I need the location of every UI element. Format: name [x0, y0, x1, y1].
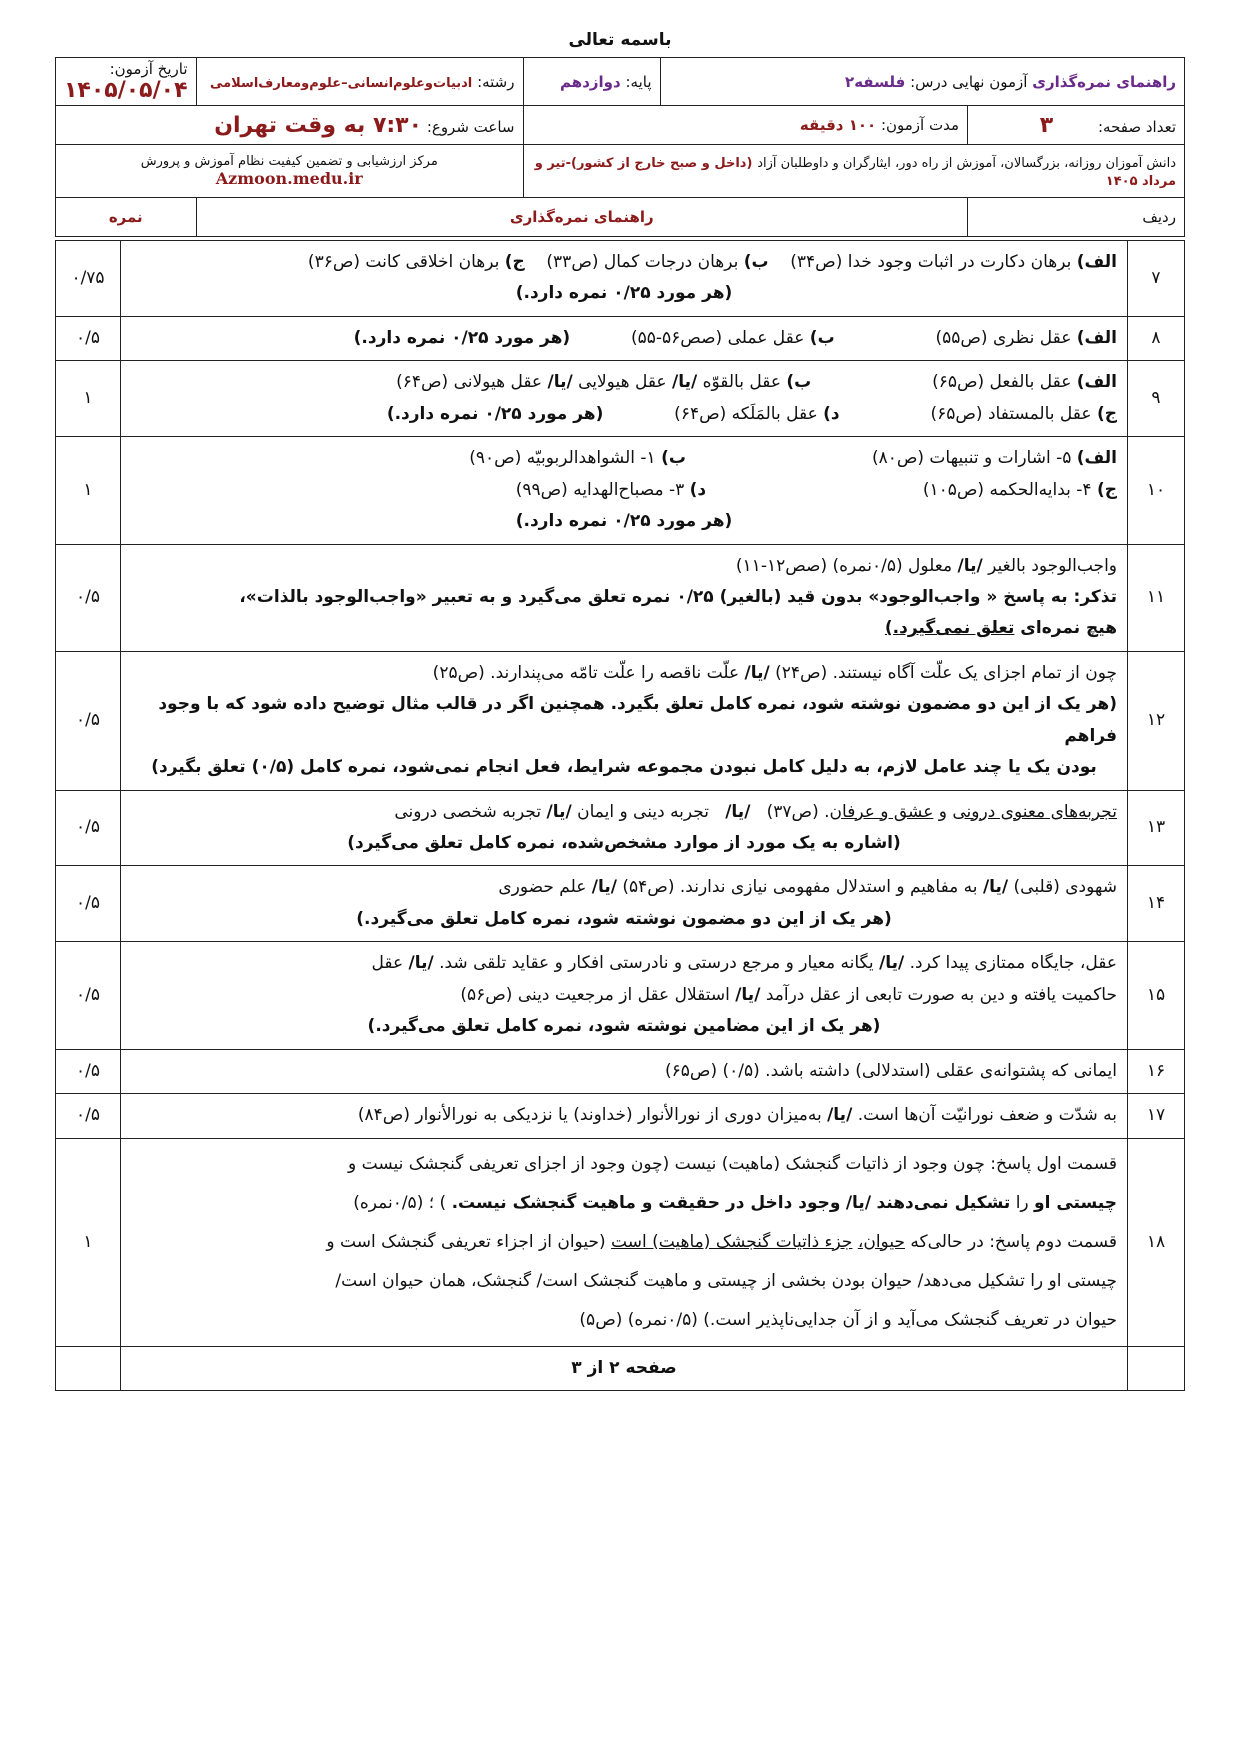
- row-number: ۸: [1128, 316, 1185, 360]
- field-label: رشته:: [477, 72, 515, 91]
- duration-label: مدت آزمون:: [880, 116, 959, 134]
- row-score: ۰/۷۵: [56, 241, 121, 317]
- answer-cell: [121, 544, 1128, 651]
- or-separator: /یا/: [879, 953, 905, 974]
- table-row: [56, 790, 1185, 866]
- row-score: ۰/۵: [56, 866, 121, 942]
- answer-text: تشکیل نمی‌دهند: [876, 1192, 1011, 1213]
- option-label: د): [689, 479, 707, 500]
- answer-text: عقل هیولانی (ص۶۴): [396, 372, 543, 393]
- answer-text: عقل بالمَلَکه (ص۶۴): [674, 403, 818, 424]
- row-score: ۰/۵: [56, 651, 121, 790]
- row-number: ۱۲: [1128, 651, 1185, 790]
- answer-text: تجربه شخصی درونی: [394, 801, 542, 822]
- row-score: ۰/۵: [56, 942, 121, 1049]
- answer-text: استقلال عقل از مرجعیت دینی (ص۵۶): [460, 984, 730, 1005]
- answer-text: علّت ناقصه را علّت تامّه می‌پندارند. (ص۲۵): [432, 662, 740, 683]
- footer-empty-cell: [1128, 1346, 1185, 1390]
- start-label: ساعت شروع:: [426, 117, 515, 136]
- table-row: [56, 316, 1185, 360]
- or-separator: /یا/: [845, 1192, 872, 1213]
- answer-text: ۴- بدایه‌الحکمه (ص۱۰۵): [922, 479, 1092, 500]
- pages-label: تعداد صفحه:: [1097, 117, 1176, 136]
- option-label: الف): [1076, 372, 1117, 393]
- answer-text: برهان اخلاقی کانت (ص۳۶): [307, 252, 500, 272]
- answer-text: قسمت اول پاسخ: چون وجود از ذاتیات گنجشک (ماهیت) نیست (چون وجود از اجزای تعریفی گنجشک نیست و: [348, 1153, 1117, 1174]
- answer-cell: [121, 942, 1128, 1049]
- note-text: بودن یک یا چند عامل لازم، به دلیل کامل نبودن مجموعه شرایط، فعل انجام نمی‌شود، نمره کامل (۰/۵) تعلق بگیرد): [151, 757, 1097, 778]
- row-number: ۱۵: [1128, 942, 1185, 1049]
- or-separator: /یا/: [725, 801, 751, 822]
- grade-value: دوازدهم: [560, 72, 621, 91]
- page-number: صفحه ۲ از ۳: [121, 1346, 1128, 1390]
- answer-cell: [121, 1049, 1128, 1093]
- answer-text: معلول (۰/۵نمره) (صص۱۲-۱۱): [735, 555, 953, 576]
- note-text: تعلق نمی‌گیرد.): [884, 618, 1015, 639]
- answer-text: عقل بالمستفاد (ص۶۵): [930, 403, 1092, 424]
- or-separator: /یا/: [591, 877, 617, 898]
- answer-text: ) ؛ (۰/۵نمره): [353, 1192, 447, 1213]
- answer-text: تجربه‌های معنوی درونی: [952, 801, 1117, 822]
- answer-cell: [121, 866, 1128, 942]
- answer-text: واجب‌الوجود بالغیر: [988, 555, 1117, 576]
- answer-text: عقل عملی (صص۵۶-۵۵): [630, 327, 805, 348]
- table-row: [56, 544, 1185, 651]
- table-footer-row: [56, 1346, 1185, 1390]
- option-label: ب): [743, 252, 769, 272]
- row-score: ۰/۵: [56, 790, 121, 866]
- row-score: ۱: [56, 361, 121, 437]
- row-number: ۱۷: [1128, 1094, 1185, 1138]
- note-text: (اشاره به یک مورد از موارد مشخص‌شده، نمره کامل تعلق می‌گیرد): [347, 833, 901, 853]
- answer-text: حیوان در تعریف گنجشک می‌آید و از آن جدایی‌ناپذیر است.) (۰/۵نمره) (ص۵): [579, 1309, 1117, 1330]
- col-header-row: ردیف: [968, 198, 1185, 237]
- answer-text: حیوان،: [857, 1231, 905, 1252]
- answer-text: وجود داخل در حقیقت و ماهیت گنجشک نیست.: [451, 1192, 841, 1213]
- website-link[interactable]: Azmoon.medu.ir: [215, 169, 363, 188]
- col-header-score: نمره: [56, 198, 197, 237]
- row-score: ۱: [56, 1138, 121, 1346]
- answer-text: و: [938, 801, 947, 822]
- score-note: (هر مورد ۰/۲۵ نمره دارد.): [515, 511, 733, 532]
- field-value: ادبیات‌وعلوم‌انسانی–علوم‌ومعارف‌اسلامی: [209, 75, 473, 91]
- row-score: ۰/۵: [56, 544, 121, 651]
- answer-table: [55, 240, 1185, 1391]
- option-label: الف): [1076, 327, 1117, 348]
- header-center-cell: [56, 145, 524, 198]
- header-date-cell: [56, 58, 197, 106]
- center-text: مرکز ارزشیابی و تضمین کیفیت نظام آموزش و پرورش: [140, 154, 438, 169]
- header-start-cell: [56, 106, 524, 145]
- answer-cell: [121, 651, 1128, 790]
- note-text: هیچ نمره‌ای: [1020, 618, 1117, 639]
- header-grade-cell: [523, 58, 660, 106]
- answer-text: برهان دکارت در اثبات وجود خدا (ص۳۴): [790, 252, 1072, 272]
- answer-text: چیستی او: [1034, 1192, 1117, 1213]
- answer-text: عقل نظری (ص۵۵): [935, 327, 1072, 348]
- answer-text: عقل: [371, 953, 404, 974]
- answer-text: علم حضوری: [498, 877, 587, 898]
- or-separator: /یا/: [671, 372, 698, 393]
- answer-text: عقل هیولایی: [578, 372, 667, 393]
- score-note: (هر مورد ۰/۲۵ نمره دارد.): [386, 403, 604, 424]
- table-row: [56, 1138, 1185, 1346]
- or-separator: /یا/: [546, 801, 572, 822]
- table-row: [56, 1049, 1185, 1093]
- row-number: ۹: [1128, 361, 1185, 437]
- note-text: (هر یک از این دو مضمون نوشته شود، نمره کامل تعلق می‌گیرد.): [356, 908, 892, 929]
- answer-text: به مفاهیم و استدلال مفهومی نیازی ندارند. (ص۵۴): [622, 877, 978, 898]
- answer-text: ۱- الشواهدالربوبیّه (ص۹۰): [469, 448, 656, 469]
- answer-text: یگانه معیار و مرجع درستی و نادرستی افکار و عقاید تلقی شد.: [439, 953, 874, 974]
- answer-text: جزء ذاتیات گنجشک (ماهیت) است: [611, 1231, 853, 1252]
- table-row: [56, 1094, 1185, 1138]
- header-duration-cell: [523, 106, 968, 145]
- table-row: [56, 942, 1185, 1049]
- or-separator: /یا/: [982, 877, 1009, 898]
- exam-date: ۱۴۰۵/۰۵/۰۴: [64, 78, 188, 103]
- row-score: ۰/۵: [56, 1094, 121, 1138]
- row-number: ۱۰: [1128, 437, 1185, 544]
- option-label: د): [823, 403, 840, 424]
- answer-text: عقل بالفعل (ص۶۵): [932, 372, 1072, 393]
- answer-text: به شدّت و ضعف نورانیّت آن‌ها است.: [857, 1105, 1117, 1126]
- footer-empty-cell: [56, 1346, 121, 1390]
- answer-text: شهودی (قلبی): [1013, 877, 1117, 898]
- row-score: ۱: [56, 437, 121, 544]
- answer-text: را: [1015, 1192, 1029, 1213]
- answer-text: تجربه دینی و ایمان: [577, 801, 709, 822]
- or-separator: /یا/: [744, 662, 770, 683]
- note-text: (هر یک از این مضامین نوشته شود، نمره کامل تعلق می‌گیرد.): [367, 1016, 881, 1037]
- answer-cell: [121, 241, 1128, 317]
- answer-text: . (ص۳۷): [766, 801, 830, 822]
- row-number: ۱۳: [1128, 790, 1185, 866]
- answer-text: عقل، جایگاه ممتازی پیدا کرد.: [909, 953, 1117, 974]
- option-label: الف): [1076, 448, 1117, 469]
- row-number: ۷: [1128, 241, 1185, 317]
- answer-cell: [121, 316, 1128, 360]
- header-course-cell: [660, 58, 1185, 106]
- row-number: ۱۶: [1128, 1049, 1185, 1093]
- pages-value: ۳: [1039, 112, 1054, 138]
- or-separator: /یا/: [735, 984, 761, 1005]
- or-separator: /یا/: [957, 555, 983, 576]
- answer-text: ۳- مصباح‌الهدایه (ص۹۹): [515, 479, 685, 500]
- duration-value: ۱۰۰ دقیقه: [799, 116, 877, 134]
- col-header-guide: راهنمای نمره‌گذاری: [196, 198, 968, 237]
- table-row: [56, 866, 1185, 942]
- score-note: (هر مورد ۰/۲۵ نمره دارد.): [353, 327, 571, 348]
- exam-header-table: [55, 57, 1185, 237]
- answer-text: چیستی او را تشکیل می‌دهد/ حیوان بودن بخشی از چیستی و ماهیت گنجشک است/ گنجشک، همان حیوان است/: [335, 1270, 1117, 1291]
- row-number: ۱۸: [1128, 1138, 1185, 1346]
- students-text: دانش آموزان روزانه، بزرگسالان، آموزش از راه دور، ایثارگران و داوطلبان آزاد: [757, 156, 1176, 171]
- date-label: تاریخ آزمون:: [109, 60, 188, 78]
- start-value: ۷:۳۰ به وقت تهران: [214, 112, 423, 138]
- table-row: [56, 437, 1185, 544]
- option-label: الف): [1076, 252, 1117, 272]
- note-text: تذکر: به پاسخ « واجب‌الوجود» بدون قید (بالغیر) ۰/۲۵ نمره تعلق می‌گیرد و به تعبیر «واجب‌الوجود بالذات»،: [239, 586, 1117, 607]
- answer-text: عقل بالقوّه: [702, 372, 781, 393]
- option-label: ب): [786, 372, 812, 393]
- score-note: (هر مورد ۰/۲۵ نمره دارد.): [515, 283, 733, 304]
- note-text: (هر یک از این دو مضمون نوشته شود، نمره کامل تعلق بگیرد. همچنین اگر در قالب مثال توضیح داده شود که با وجود فراهم: [158, 694, 1117, 746]
- session-text: (داخل و صبح خارج از کشور)-تیر و مرداد ۱۴۰۵: [534, 156, 1176, 189]
- answer-text: قسمت دوم پاسخ: در حالی‌که: [910, 1231, 1117, 1252]
- exam-label: آزمون نهایی درس:: [910, 72, 1028, 91]
- grade-label: پایه:: [625, 72, 652, 91]
- answer-text: عشق و عرفان: [829, 801, 934, 822]
- answer-text: ایمانی که پشتوانه‌ی عقلی (استدلالی) داشته باشد. (۰/۵) (ص۶۵): [665, 1060, 1117, 1081]
- table-row: [56, 361, 1185, 437]
- answer-text: به‌میزان دوری از نورالأنوار (خداوند) یا نزدیکی به نورالأنوار (ص۸۴): [357, 1105, 822, 1126]
- or-separator: /یا/: [547, 372, 573, 393]
- answer-text: حاکمیت یافته و دین به صورت تابعی از عقل درآمد: [765, 984, 1117, 1005]
- option-label: ب): [809, 327, 835, 348]
- answer-cell: [121, 361, 1128, 437]
- table-row: [56, 651, 1185, 790]
- or-separator: /یا/: [408, 953, 434, 974]
- answer-cell: [121, 790, 1128, 866]
- answer-cell: [121, 1138, 1128, 1346]
- header-pages-cell: [968, 106, 1185, 145]
- header-field-cell: [196, 58, 523, 106]
- row-score: ۰/۵: [56, 316, 121, 360]
- guide-title: راهنمای نمره‌گذاری: [1032, 72, 1176, 91]
- option-label: ج): [504, 252, 525, 272]
- option-label: ب): [661, 448, 686, 469]
- row-number: ۱۴: [1128, 866, 1185, 942]
- answer-text: ۵- اشارات و تنبیهات (ص۸۰): [871, 448, 1072, 469]
- row-score: ۰/۵: [56, 1049, 121, 1093]
- answer-cell: [121, 1094, 1128, 1138]
- or-separator: /یا/: [827, 1105, 853, 1126]
- course-name: فلسفه۲: [845, 72, 906, 91]
- answer-cell: [121, 437, 1128, 544]
- option-label: ج): [1096, 403, 1117, 424]
- page-top-title: باسمه تعالی: [568, 30, 672, 50]
- answer-text: (حیوان از اجزاء تعریفی گنجشک است و: [326, 1231, 606, 1252]
- header-students-cell: [523, 145, 1185, 198]
- answer-text: چون از تمام اجزای یک علّت آگاه نیستند. (ص۲۴): [775, 662, 1117, 683]
- row-number: ۱۱: [1128, 544, 1185, 651]
- table-row: [56, 241, 1185, 317]
- answer-text: برهان درجات کمال (ص۳۳): [546, 252, 739, 272]
- option-label: ج): [1096, 479, 1117, 500]
